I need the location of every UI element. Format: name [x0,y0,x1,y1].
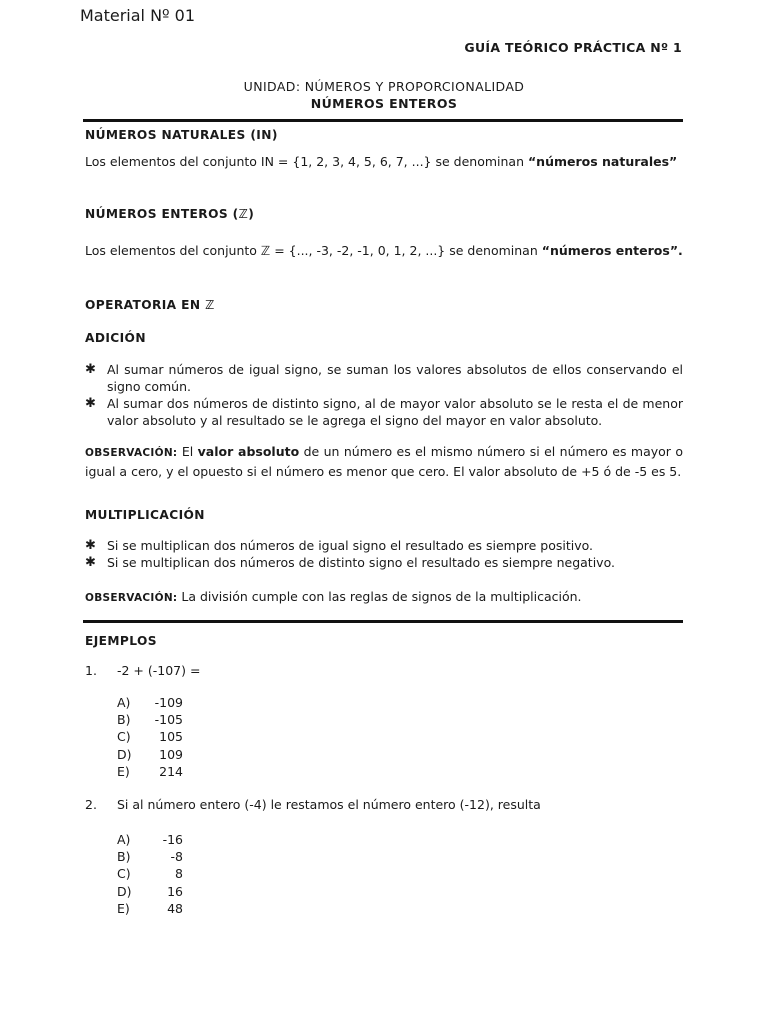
option-letter: A) [117,695,131,710]
option-item [117,848,183,865]
asterisk-bullet-icon: ✱ [85,396,96,411]
option-letter: C) [117,866,131,882]
option-value: 214 [159,763,183,779]
asterisk-bullet-icon: ✱ [85,362,96,377]
divider-top [83,119,683,122]
naturales-paragraph [85,153,683,171]
observacion-label: OBSERVACIÓN: [85,447,178,459]
option-letter: D) [117,746,132,762]
list-item [85,361,683,395]
observacion-post: de un número es el mismo número si el número es mayor o igual a cero, y el opuesto si el número es menor que cero. El valor absoluto de +5 ó de -5 es 5. [85,444,683,479]
asterisk-bullet-icon: ✱ [85,538,96,553]
option-item [117,694,183,711]
option-item [117,865,183,882]
adicion-heading: ADICIÓN [85,331,146,345]
option-item [117,711,183,728]
section-title: NÚMEROS ENTEROS [310,96,458,111]
observacion-2 [85,588,683,608]
option-value: -16 [162,832,183,847]
question-2-number: 2. [85,797,97,812]
option-letter: C) [117,729,131,745]
option-item [117,728,183,745]
question-2-options [117,831,183,917]
enteros-paragraph [85,240,683,262]
enteros-heading: NÚMEROS ENTEROS (ℤ) [85,207,255,221]
option-letter: E) [117,763,130,779]
naturales-text: Los elementos del conjunto IN = {1, 2, 3, 4, 5, 6, 7, ...} se denominan [85,154,528,169]
naturales-strong: “números naturales” [527,154,678,169]
option-letter: E) [117,900,130,916]
option-value: 8 [175,866,183,882]
option-item [117,763,183,780]
question-2-text: Si al número entero (-4) le restamos el número entero (-12), resulta [117,797,541,812]
observacion-text: La división cumple con las reglas de signos de la multiplicación. [177,589,582,604]
list-item [85,554,683,571]
option-value: -109 [154,695,183,710]
option-item [117,831,183,848]
question-1-options [117,694,183,780]
divider-middle [83,620,683,623]
option-value: -8 [170,849,183,865]
option-item [117,883,183,900]
asterisk-bullet-icon: ✱ [85,555,96,570]
list-item-text: Si se multiplican dos números de igual signo el resultado es siempre positivo. [107,538,594,553]
question-1-number: 1. [85,663,97,678]
list-item [85,395,683,429]
enteros-text: Los elementos del conjunto ℤ = {..., -3, -2, -1, 0, 1, 2, ...} se denominan [85,243,542,258]
observacion-label: OBSERVACIÓN: [85,592,178,604]
option-letter: B) [117,712,131,728]
multiplicacion-heading: MULTIPLICACIÓN [85,508,205,522]
list-item-text: Al sumar números de igual signo, se suman los valores absolutos de ellos conservando el signo común. [107,362,683,394]
observacion-pre: El [177,444,198,459]
option-letter: D) [117,883,132,899]
option-item [117,900,183,917]
option-value: 16 [167,883,183,899]
option-value: 105 [159,729,183,745]
observacion-strong: valor absoluto [197,444,300,459]
option-value: 48 [167,900,183,916]
enteros-strong: “números enteros”. [541,243,683,258]
unit-title: UNIDAD: NÚMEROS Y PROPORCIONALIDAD [243,79,525,94]
naturales-heading: NÚMEROS NATURALES (IN) [85,128,278,142]
observacion-1 [85,443,683,480]
ejemplos-heading: EJEMPLOS [85,634,157,648]
option-letter: A) [117,832,131,847]
question-1-text: -2 + (-107) = [117,663,201,678]
option-value: 109 [159,746,183,762]
material-label: Material Nº 01 [80,6,196,25]
option-value: -105 [154,712,183,728]
operatoria-heading: OPERATORIA EN ℤ [85,298,215,312]
multiplicacion-list [85,537,683,571]
adicion-list [85,361,683,429]
option-letter: B) [117,849,131,865]
option-item [117,746,183,763]
list-item-text: Al sumar dos números de distinto signo, al de mayor valor absoluto se le resta el de menor valor absoluto y al resultado se le agrega el signo del mayor en valor absoluto. [107,396,683,428]
guide-title: GUÍA TEÓRICO PRÁCTICA Nº 1 [464,40,682,55]
list-item-text: Si se multiplican dos números de distinto signo el resultado es siempre negativo. [107,555,615,570]
list-item [85,537,683,554]
